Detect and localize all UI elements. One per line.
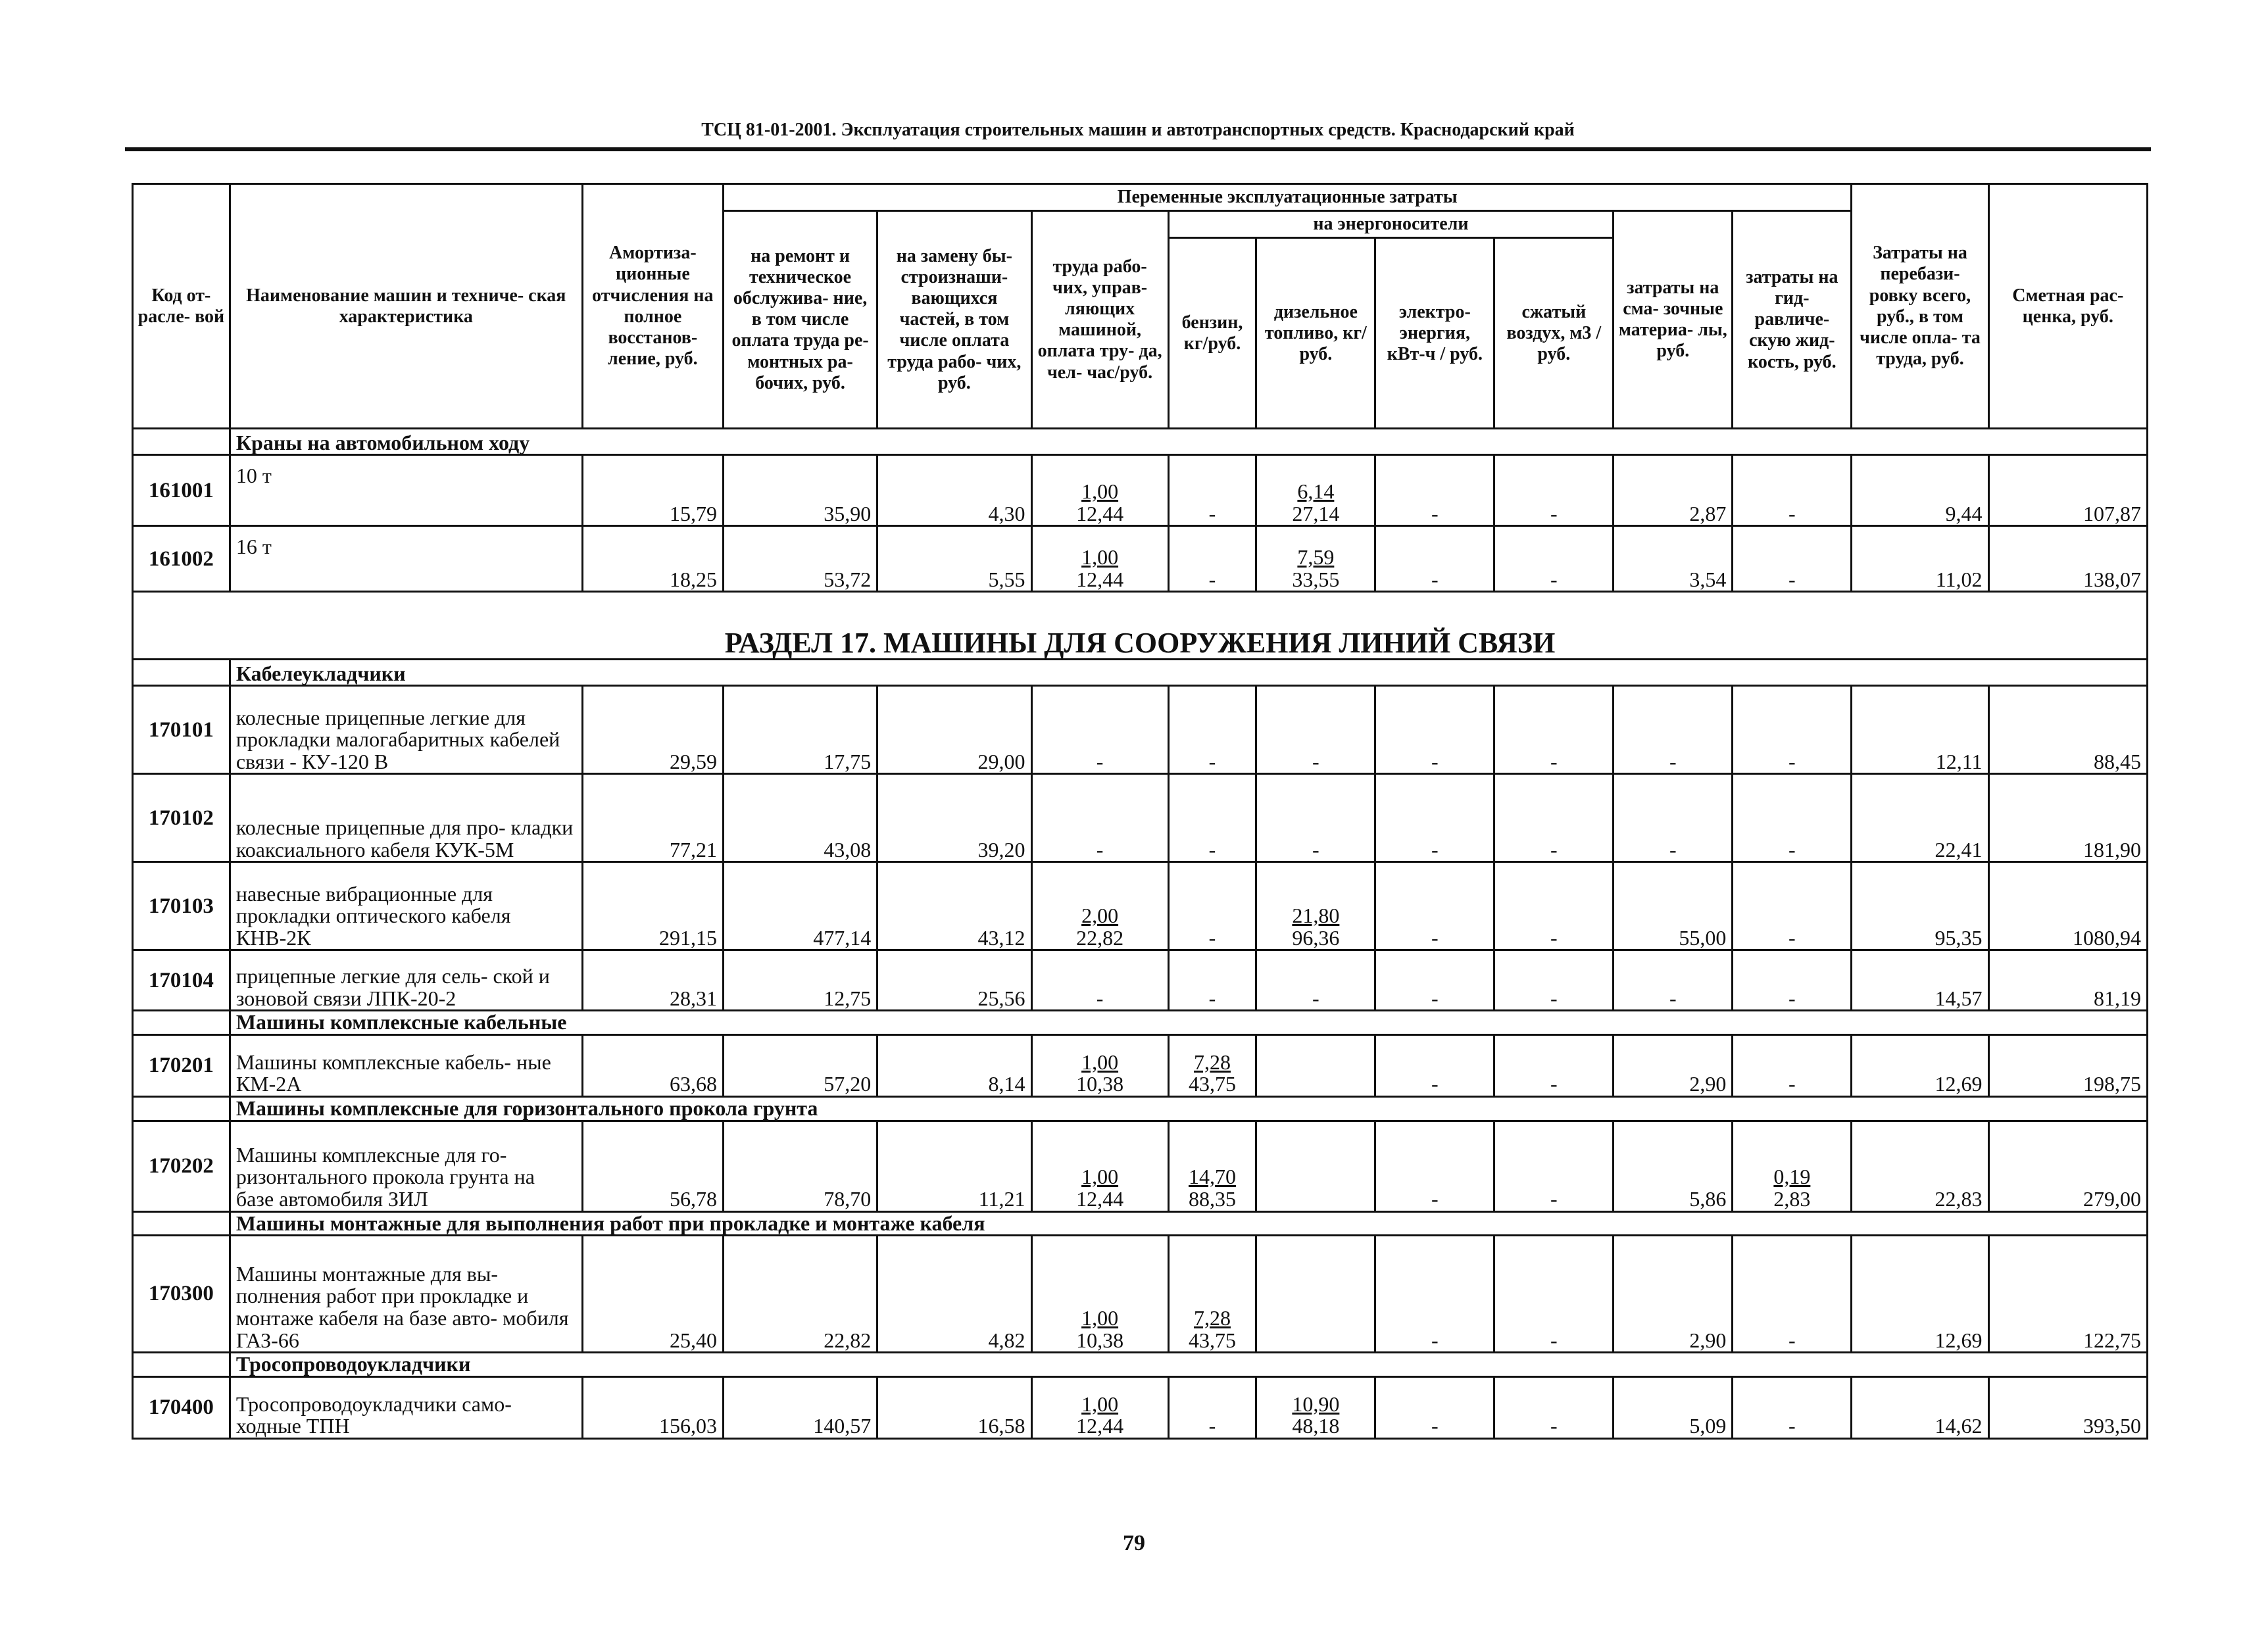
table-row: [133, 1376, 2148, 1438]
lubricants-cell: -: [1614, 686, 1733, 774]
row-name: навесные вибрационные для прокладки оптического кабеля КНВ-2К: [230, 862, 582, 950]
repair-cell: 78,70: [723, 1121, 877, 1211]
group-row: [133, 1211, 2148, 1236]
parts-cell: 43,12: [877, 862, 1031, 950]
row-code: 170103: [133, 862, 230, 950]
repair-cell: 43,08: [723, 774, 877, 862]
diesel-cost: 27,14: [1292, 501, 1340, 525]
air-cell: -: [1494, 1121, 1614, 1211]
petrol-cell: -: [1168, 1376, 1256, 1438]
hydraulic-cell: -: [1733, 686, 1852, 774]
electric-cell: -: [1375, 950, 1494, 1011]
row-code: 170104: [133, 950, 230, 1011]
row-name: 10 т: [230, 455, 582, 526]
table-row: [133, 1236, 2148, 1353]
header-air: сжатый воздух, м3 / руб.: [1494, 238, 1614, 429]
diesel-amount: 7,59: [1297, 545, 1335, 570]
group-row: [133, 660, 2148, 686]
page-number: 79: [1123, 1531, 1145, 1555]
petrol-cell: -: [1168, 774, 1256, 862]
lubricants-cell: 2,90: [1614, 1034, 1733, 1096]
petrol-cell: [1168, 1034, 1256, 1096]
diesel-cell: [1256, 455, 1375, 526]
estimate-cell: 181,90: [1988, 774, 2147, 862]
header-energy: на энергоносители: [1168, 211, 1614, 238]
hydraulic-cell: -: [1733, 1376, 1852, 1438]
parts-cell: 25,56: [877, 950, 1031, 1011]
lubricants-cell: -: [1614, 774, 1733, 862]
amort-cell: 25,40: [582, 1236, 723, 1353]
row-code: 170400: [133, 1376, 230, 1438]
estimate-cell: 279,00: [1988, 1121, 2147, 1211]
row-name: Машины монтажные для вы- полнения работ при прокладке и монтаже кабеля на базе авто- мобиля ГАЗ-66: [230, 1236, 582, 1353]
section-title: РАЗДЕЛ 17. МАШИНЫ ДЛЯ СООРУЖЕНИЯ ЛИНИЙ СВЯЗИ: [133, 592, 2148, 660]
labor-cost: 22,82: [1076, 925, 1124, 950]
table-row: [133, 1034, 2148, 1096]
parts-cell: 29,00: [877, 686, 1031, 774]
diesel-cell: -: [1256, 950, 1375, 1011]
labor-cell: [1031, 526, 1168, 592]
relocation-cell: 12,11: [1852, 686, 1988, 774]
group-title: Машины монтажные для выполнения работ при прокладке и монтаже кабеля: [230, 1211, 2147, 1236]
labor-cell: [1031, 1236, 1168, 1353]
group-title: Кабелеукладчики: [230, 660, 2147, 686]
rates-table: [132, 183, 2148, 1440]
electric-cell: -: [1375, 1034, 1494, 1096]
row-code: 170201: [133, 1034, 230, 1096]
hydraulic-cell: -: [1733, 774, 1852, 862]
parts-cell: 4,30: [877, 455, 1031, 526]
diesel-cost: 96,36: [1292, 925, 1340, 950]
group-title: Машины комплексные кабельные: [230, 1011, 2147, 1035]
diesel-cell: -: [1256, 686, 1375, 774]
petrol-amount: 14,70: [1189, 1165, 1236, 1189]
air-cell: -: [1494, 862, 1614, 950]
relocation-cell: 12,69: [1852, 1236, 1988, 1353]
petrol-cell: -: [1168, 862, 1256, 950]
estimate-cell: 88,45: [1988, 686, 2147, 774]
estimate-cell: 107,87: [1988, 455, 2147, 526]
repair-cell: 477,14: [723, 862, 877, 950]
estimate-cell: 393,50: [1988, 1376, 2147, 1438]
parts-cell: 8,14: [877, 1034, 1031, 1096]
hydraulic-amount: 0,19: [1773, 1165, 1811, 1189]
petrol-cell: -: [1168, 455, 1256, 526]
labor-hours: 1,00: [1081, 1165, 1119, 1189]
petrol-cost: 43,75: [1189, 1072, 1236, 1096]
diesel-cell: [1256, 1236, 1375, 1353]
hydraulic-cell: -: [1733, 455, 1852, 526]
labor-cell: -: [1031, 950, 1168, 1011]
repair-cell: 35,90: [723, 455, 877, 526]
diesel-cell: [1256, 526, 1375, 592]
labor-cost: 12,44: [1076, 501, 1124, 525]
estimate-cell: 138,07: [1988, 526, 2147, 592]
header-diesel: дизельное топливо, кг/руб.: [1256, 238, 1375, 429]
group-title: Краны на автомобильном ходу: [230, 429, 2147, 455]
relocation-cell: 22,83: [1852, 1121, 1988, 1211]
labor-hours: 1,00: [1081, 545, 1119, 570]
labor-cell: -: [1031, 774, 1168, 862]
section-row: [133, 592, 2148, 660]
lubricants-cell: 5,09: [1614, 1376, 1733, 1438]
table-row: [133, 686, 2148, 774]
row-name: Тросопроводоукладчики само- ходные ТПН: [230, 1376, 582, 1438]
lubricants-cell: 5,86: [1614, 1121, 1733, 1211]
diesel-cell: [1256, 1034, 1375, 1096]
header-parts: на замену бы- строизнаши- вающихся частей, в том числе оплата труда рабо- чих, руб.: [877, 211, 1031, 429]
parts-cell: 16,58: [877, 1376, 1031, 1438]
labor-cost: 12,44: [1076, 1414, 1124, 1438]
row-code: 161001: [133, 455, 230, 526]
header-amort: Амортиза- ционные отчисления на полное восстанов- ление, руб.: [582, 184, 723, 429]
header-code: Код от- расле- вой: [133, 184, 230, 429]
row-name: Машины комплексные для го- ризонтального прокола грунта на базе автомобиля ЗИЛ: [230, 1121, 582, 1211]
petrol-cell: [1168, 1236, 1256, 1353]
diesel-cell: [1256, 862, 1375, 950]
petrol-cell: -: [1168, 950, 1256, 1011]
labor-cell: [1031, 1034, 1168, 1096]
header-relocation: Затраты на перебази- ровку всего, руб., в том числе опла- та труда, руб.: [1852, 184, 1988, 429]
row-name: колесные прицепные легкие для прокладки малогабаритных кабелей связи - КУ-120 В: [230, 686, 582, 774]
air-cell: -: [1494, 1034, 1614, 1096]
header-repair: на ремонт и техническое обслужива- ние, в том числе оплата труда ре- монтных ра- бочих, руб.: [723, 211, 877, 429]
electric-cell: -: [1375, 686, 1494, 774]
diesel-cell: [1256, 1121, 1375, 1211]
petrol-amount: 7,28: [1194, 1050, 1231, 1074]
group-title: Тросопроводоукладчики: [230, 1353, 2147, 1377]
air-cell: -: [1494, 774, 1614, 862]
diesel-cost: 33,55: [1292, 567, 1340, 591]
header-estimate: Сметная рас- ценка, руб.: [1988, 184, 2147, 429]
table-row: [133, 950, 2148, 1011]
electric-cell: -: [1375, 1121, 1494, 1211]
amort-cell: 28,31: [582, 950, 723, 1011]
header-row-1: [133, 184, 2148, 211]
table-row: [133, 862, 2148, 950]
air-cell: -: [1494, 455, 1614, 526]
petrol-cost: 88,35: [1189, 1186, 1236, 1211]
diesel-amount: 6,14: [1297, 479, 1335, 504]
amort-cell: 18,25: [582, 526, 723, 592]
row-name: 16 т: [230, 526, 582, 592]
electric-cell: -: [1375, 455, 1494, 526]
amort-cell: 56,78: [582, 1121, 723, 1211]
hydraulic-cell: -: [1733, 1034, 1852, 1096]
lubricants-cell: 55,00: [1614, 862, 1733, 950]
repair-cell: 57,20: [723, 1034, 877, 1096]
air-cell: -: [1494, 950, 1614, 1011]
parts-cell: 4,82: [877, 1236, 1031, 1353]
hydraulic-cost: 2,83: [1773, 1186, 1811, 1211]
amort-cell: 63,68: [582, 1034, 723, 1096]
labor-hours: 1,00: [1081, 1392, 1119, 1416]
relocation-cell: 9,44: [1852, 455, 1988, 526]
air-cell: -: [1494, 1236, 1614, 1353]
petrol-cell: [1168, 1121, 1256, 1211]
document-title: ТСЦ 81-01-2001. Эксплуатация строительных машин и автотранспортных средств. Краснодарский край: [701, 120, 1575, 140]
header-lubricants: затраты на сма- зочные материа- лы, руб.: [1614, 211, 1733, 429]
estimate-cell: 122,75: [1988, 1236, 2147, 1353]
estimate-cell: 198,75: [1988, 1034, 2147, 1096]
lubricants-cell: 2,87: [1614, 455, 1733, 526]
labor-cell: [1031, 455, 1168, 526]
header-hydraulic: затраты на гид- равличе- скую жид- кость, руб.: [1733, 211, 1852, 429]
air-cell: -: [1494, 686, 1614, 774]
row-name: прицепные легкие для сель- ской и зоновой связи ЛПК-20-2: [230, 950, 582, 1011]
relocation-cell: 22,41: [1852, 774, 1988, 862]
table-row: [133, 455, 2148, 526]
labor-hours: 1,00: [1081, 1050, 1119, 1074]
labor-cell: [1031, 1376, 1168, 1438]
electric-cell: -: [1375, 774, 1494, 862]
electric-cell: -: [1375, 862, 1494, 950]
petrol-cell: -: [1168, 526, 1256, 592]
repair-cell: 17,75: [723, 686, 877, 774]
hydraulic-cell: [1733, 1121, 1852, 1211]
electric-cell: -: [1375, 1236, 1494, 1353]
estimate-cell: 1080,94: [1988, 862, 2147, 950]
labor-hours: 2,00: [1081, 904, 1119, 928]
diesel-amount: 10,90: [1292, 1392, 1340, 1416]
row-code: 161002: [133, 526, 230, 592]
hydraulic-cell: -: [1733, 1236, 1852, 1353]
title-rule: [125, 147, 2151, 151]
labor-cost: 12,44: [1076, 567, 1124, 591]
repair-cell: 140,57: [723, 1376, 877, 1438]
lubricants-cell: 2,90: [1614, 1236, 1733, 1353]
electric-cell: -: [1375, 526, 1494, 592]
air-cell: -: [1494, 1376, 1614, 1438]
air-cell: -: [1494, 526, 1614, 592]
parts-cell: 5,55: [877, 526, 1031, 592]
group-title: Машины комплексные для горизонтального прокола грунта: [230, 1096, 2147, 1121]
row-name: колесные прицепные для про- кладки коаксиального кабеля КУК-5М: [230, 774, 582, 862]
estimate-cell: 81,19: [1988, 950, 2147, 1011]
row-code: 170202: [133, 1121, 230, 1211]
header-name: Наименование машин и техниче- ская характеристика: [230, 184, 582, 429]
table-row: [133, 774, 2148, 862]
row-code: 170300: [133, 1236, 230, 1353]
diesel-cell: [1256, 1376, 1375, 1438]
amort-cell: 291,15: [582, 862, 723, 950]
repair-cell: 12,75: [723, 950, 877, 1011]
labor-cost: 10,38: [1076, 1328, 1124, 1352]
labor-cell: [1031, 862, 1168, 950]
relocation-cell: 12,69: [1852, 1034, 1988, 1096]
hydraulic-cell: -: [1733, 950, 1852, 1011]
lubricants-cell: -: [1614, 950, 1733, 1011]
amort-cell: 77,21: [582, 774, 723, 862]
hydraulic-cell: -: [1733, 526, 1852, 592]
group-row: [133, 1096, 2148, 1121]
labor-cell: -: [1031, 686, 1168, 774]
header-petrol: бензин, кг/руб.: [1168, 238, 1256, 429]
parts-cell: 11,21: [877, 1121, 1031, 1211]
row-name: Машины комплексные кабель- ные КМ-2А: [230, 1034, 582, 1096]
amort-cell: 15,79: [582, 455, 723, 526]
hydraulic-cell: -: [1733, 862, 1852, 950]
group-row: [133, 1353, 2148, 1377]
labor-hours: 1,00: [1081, 479, 1119, 504]
header-labor: труда рабо- чих, управ- ляющих машиной, оплата тру- да, чел- час/руб.: [1031, 211, 1168, 429]
relocation-cell: 11,02: [1852, 526, 1988, 592]
relocation-cell: 14,62: [1852, 1376, 1988, 1438]
group-row: [133, 1011, 2148, 1035]
petrol-cell: -: [1168, 686, 1256, 774]
diesel-amount: 21,80: [1292, 904, 1340, 928]
lubricants-cell: 3,54: [1614, 526, 1733, 592]
amort-cell: 156,03: [582, 1376, 723, 1438]
table-row: [133, 1121, 2148, 1211]
electric-cell: -: [1375, 1376, 1494, 1438]
relocation-cell: 14,57: [1852, 950, 1988, 1011]
parts-cell: 39,20: [877, 774, 1031, 862]
header-electric: электро- энергия, кВт-ч / руб.: [1375, 238, 1494, 429]
labor-cost: 10,38: [1076, 1072, 1124, 1096]
diesel-cost: 48,18: [1292, 1414, 1340, 1438]
header-variable-costs: Переменные эксплуатационные затраты: [723, 184, 1851, 211]
diesel-cell: -: [1256, 774, 1375, 862]
labor-cell: [1031, 1121, 1168, 1211]
row-code: 170102: [133, 774, 230, 862]
petrol-amount: 7,28: [1194, 1305, 1231, 1330]
group-row: [133, 429, 2148, 455]
repair-cell: 53,72: [723, 526, 877, 592]
amort-cell: 29,59: [582, 686, 723, 774]
labor-cost: 12,44: [1076, 1186, 1124, 1211]
petrol-cost: 43,75: [1189, 1328, 1236, 1352]
table-row: [133, 526, 2148, 592]
relocation-cell: 95,35: [1852, 862, 1988, 950]
labor-hours: 1,00: [1081, 1305, 1119, 1330]
repair-cell: 22,82: [723, 1236, 877, 1353]
row-code: 170101: [133, 686, 230, 774]
